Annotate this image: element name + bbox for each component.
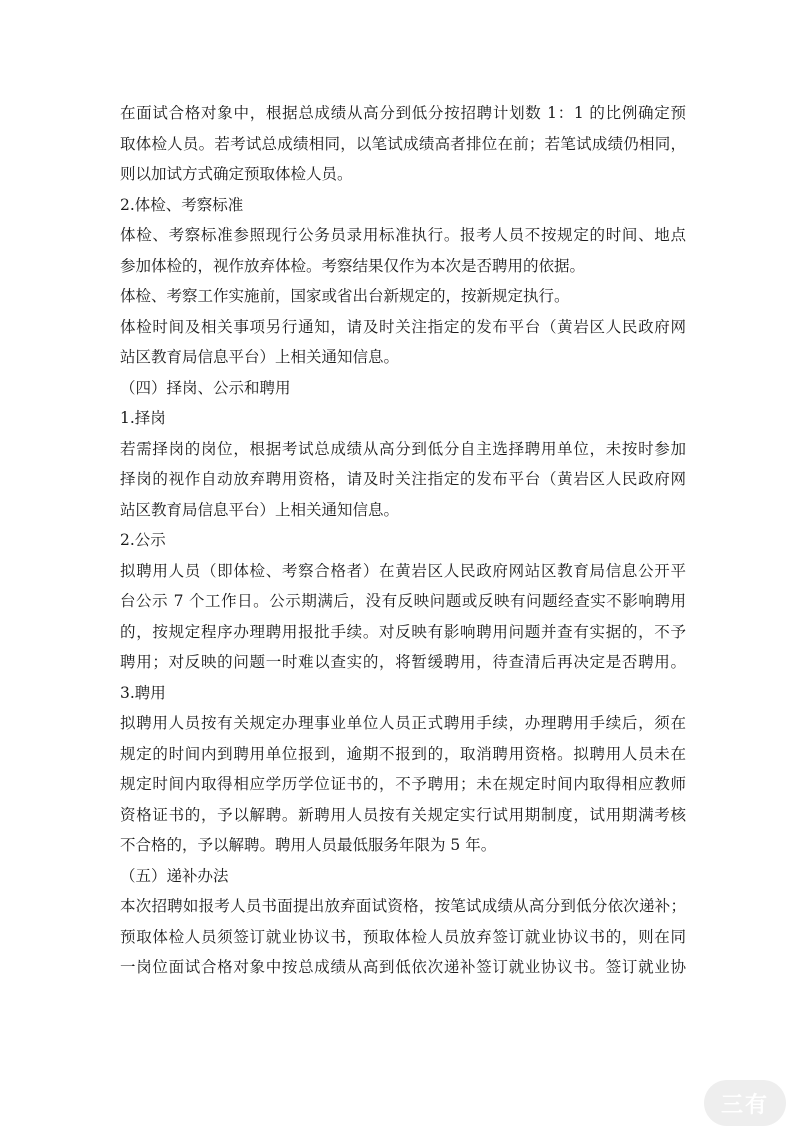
text-line: 参加体检的，视作放弃体检。考察结果仅作为本次是否聘用的依据。 [120, 256, 586, 275]
section-heading: （五）递补办法 [120, 866, 229, 885]
text-line: 预取体检人员须签订就业协议书，预取体检人员放弃签订就业协议书的，则在同 [120, 927, 686, 946]
text-line: 不合格的，予以解聘。聘用人员最低服务年限为 5 年。 [120, 836, 497, 854]
text-line: 规定时间内取得相应学历学位证书的，不予聘用；未在规定时间内取得相应教师 [120, 775, 686, 793]
text-line: 资格证书的，予以解聘。新聘用人员按有关规定实行试用期制度，试用期满考核 [120, 805, 686, 824]
text-line: 体检时间及相关事项另行通知，请及时关注指定的发布平台（黄岩区人民政府网 [120, 317, 686, 336]
text-line: 的，按规定程序办理聘用报批手续。对反映有影响聘用问题并查有实据的，不予 [120, 622, 686, 641]
text-line: 聘用；对反映的问题一时难以查实的，将暂缓聘用，待查清后再决定是否聘用。 [120, 653, 686, 671]
text-line: 本次招聘如报考人员书面提出放弃面试资格，按笔试成绩从高分到低分依次递补； [120, 897, 686, 915]
watermark-text: 三有 [720, 1092, 769, 1118]
text-line: 站区教育局信息平台）上相关通知信息。 [120, 500, 400, 519]
text-line: 若需择岗的岗位，根据考试总成绩从高分到低分自主选择聘用单位，未按时参加 [120, 439, 686, 458]
text-line: 体检、考察工作实施前，国家或省出台新规定的，按新规定执行。 [120, 287, 570, 305]
text-line: 则以加试方式确定预取体检人员。 [120, 165, 353, 183]
text-line: 拟聘用人员（即体检、考察合格者）在黄岩区人民政府网站区教育局信息公开平 [120, 561, 686, 580]
text-line: 拟聘用人员按有关规定办理事业单位人员正式聘用手续，办理聘用手续后，须在 [120, 714, 686, 732]
section-heading: 1.择岗 [120, 409, 166, 427]
section-heading: 2.公示 [120, 531, 166, 549]
text-line: 台公示 7 个工作日。公示期满后，没有反映问题或反映有问题经查实不影响聘用 [120, 592, 686, 610]
section-heading: 3.聘用 [120, 683, 166, 702]
section-heading: （四）择岗、公示和聘用 [120, 378, 291, 397]
text-line: 规定的时间内到聘用单位报到，逾期不报到的，取消聘用资格。拟聘用人员未在 [120, 744, 686, 763]
watermark-logo [704, 1080, 786, 1126]
text-line: 取体检人员。若考试总成绩相同，以笔试成绩高者排位在前；若笔试成绩仍相同， [120, 134, 686, 153]
text-line: 站区教育局信息平台）上相关通知信息。 [120, 348, 400, 366]
section-heading: 2.体检、考察标准 [120, 195, 244, 214]
text-line: 一岗位面试合格对象中按总成绩从高到低依次递补签订就业协议书。签订就业协 [120, 958, 686, 976]
text-line: 在面试合格对象中，根据总成绩从高分到低分按招聘计划数 1：1 的比例确定预 [120, 104, 686, 122]
document-body [120, 98, 686, 983]
text-line: 择岗的视作自动放弃聘用资格，请及时关注指定的发布平台（黄岩区人民政府网 [120, 470, 686, 488]
text-line: 体检、考察标准参照现行公务员录用标准执行。报考人员不按规定的时间、地点 [120, 226, 686, 244]
